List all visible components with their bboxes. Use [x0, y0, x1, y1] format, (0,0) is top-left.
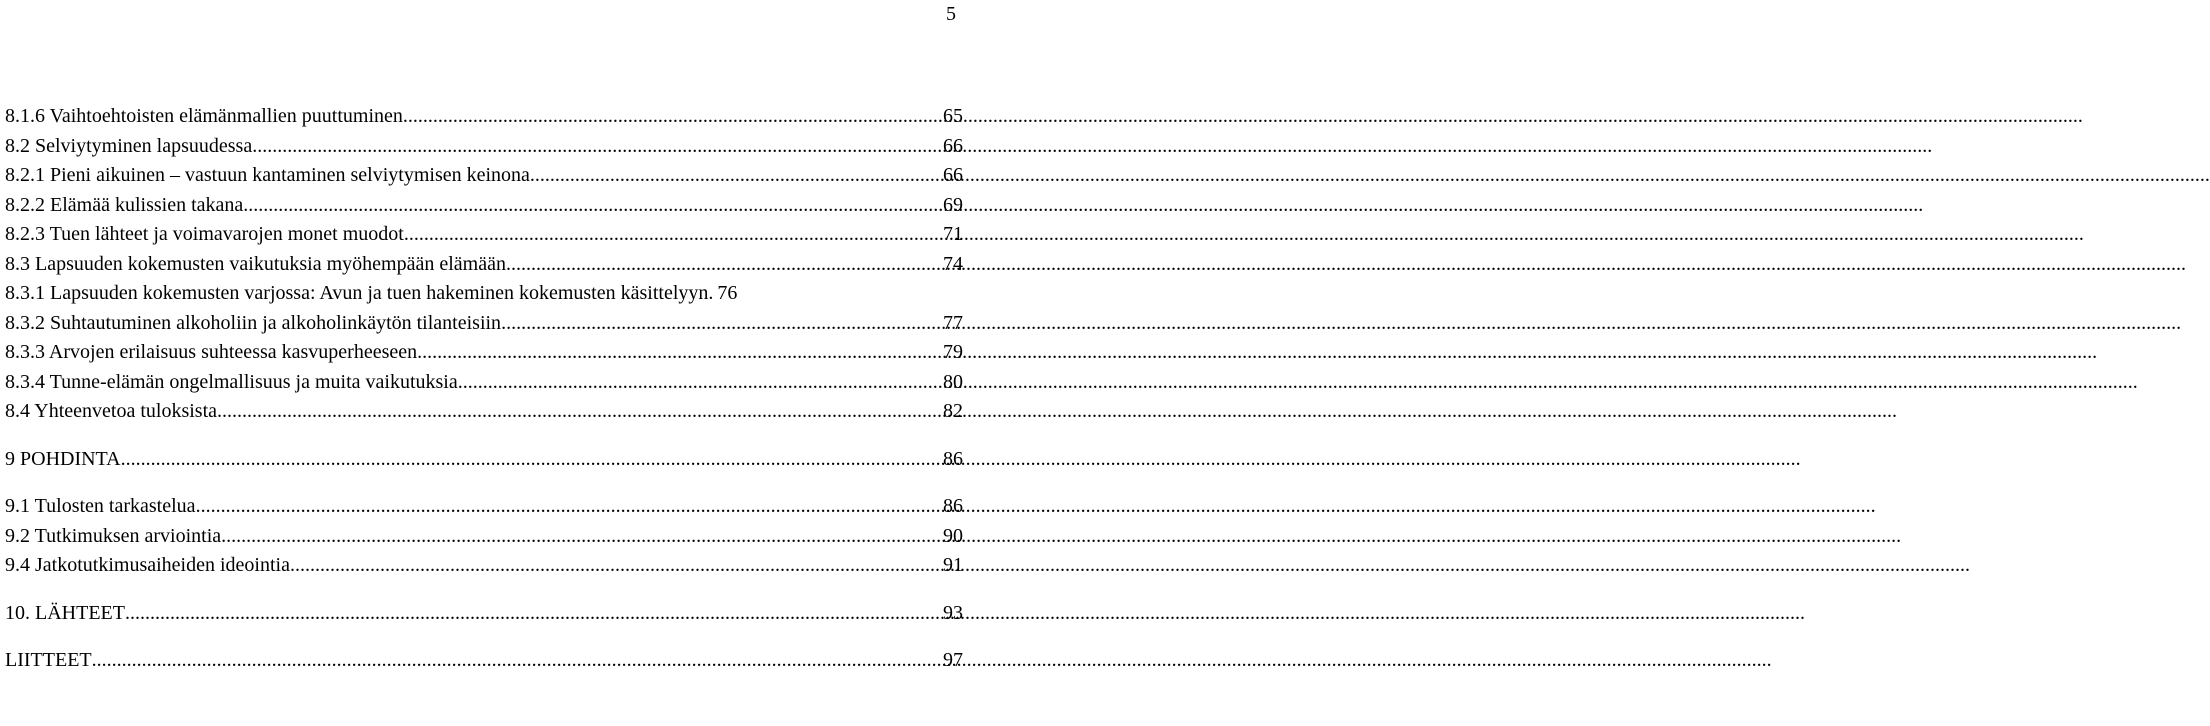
toc-entry-page: 91 [943, 554, 963, 576]
toc-entry[interactable] [5, 102, 963, 132]
toc-entry-text: Tulosten tarkastelua [34, 495, 196, 517]
toc-entry[interactable] [5, 368, 963, 398]
toc-entry-text: Elämää kulissien takana [50, 193, 244, 216]
toc-entry-page: 66 [943, 164, 963, 186]
toc-entry-text: Selviytyminen lapsuudessa [35, 134, 253, 157]
toc-entry-number: 8.3.1 [5, 282, 45, 304]
toc-entry-text: Lapsuuden kokemusten vaikutuksia myöhempään elämään [35, 252, 506, 275]
toc-entry-title [5, 132, 252, 162]
toc-entry-page: 86 [943, 495, 963, 517]
dot-leader [404, 220, 939, 250]
toc-entry-text: Yhteenvetoa tuloksista [34, 400, 217, 422]
toc-entry-text: Arvojen erilaisuus suhteessa kasvuperheeseen [48, 341, 418, 363]
toc-entry-text: Vaihtoehtoisten elämänmallien puuttuminen [49, 105, 403, 127]
toc-entry-number: 8.4 [5, 400, 30, 422]
toc-entry-text: Jatkotutkimusaiheiden ideointia [35, 554, 290, 576]
toc-entry-page: 74 [943, 252, 963, 275]
toc-entry-title [5, 522, 221, 552]
dot-leader [530, 161, 939, 191]
page-number: 5 [946, 3, 956, 25]
toc-entry-title [5, 279, 713, 309]
toc-entry-page: 97 [943, 649, 963, 671]
toc-entry[interactable] [5, 397, 963, 427]
toc-entry[interactable] [5, 646, 963, 676]
dot-leader [221, 522, 939, 552]
toc-entry[interactable] [5, 250, 963, 280]
toc-entry-number: 8.3.3 [5, 341, 45, 363]
dot-leader [121, 445, 939, 475]
toc-entry-title [5, 599, 125, 629]
toc-entry-title [5, 309, 501, 339]
toc-entry-number: 9.2 [5, 524, 30, 547]
toc-entry-text: POHDINTA [20, 447, 121, 470]
toc-entry-number: 8.2 [5, 134, 30, 157]
toc-entry[interactable] [5, 551, 963, 581]
toc-entry[interactable] [5, 132, 963, 162]
toc-entry-number: 9.4 [5, 554, 30, 576]
toc-entry-page: 76 [717, 282, 738, 304]
toc-entry[interactable] [5, 309, 963, 339]
toc-entry-title [5, 646, 92, 676]
toc-entry[interactable] [5, 522, 963, 552]
toc-entry-number: 8.1.6 [5, 105, 45, 127]
toc-entry-number: 8.3.4 [5, 370, 45, 393]
toc-entry-text: Suhtautuminen alkoholiin ja alkoholinkäytön tilanteisiin [50, 311, 502, 334]
toc-entry-page: 80 [943, 370, 963, 393]
toc-entry-title [5, 368, 458, 398]
dot-leader [506, 250, 939, 280]
toc-entry-title [5, 445, 121, 475]
toc-entry-text: Pieni aikuinen – vastuun kantaminen selviytymisen keinona [50, 164, 530, 186]
toc-entry-text: Tutkimuksen arviointia [34, 524, 222, 547]
toc-entry-page: 65 [943, 105, 963, 127]
toc-entry-title [5, 191, 243, 221]
dot-leader [196, 492, 939, 522]
toc-entry-title [5, 250, 506, 280]
toc-entry-page: 69 [943, 193, 963, 216]
toc-entry[interactable] [5, 279, 963, 309]
toc-entry-page: 93 [943, 601, 963, 624]
toc-entry-text: Lapsuuden kokemusten varjossa: Avun ja tuen hakeminen kokemusten käsittelyyn. [50, 282, 714, 304]
toc-entry[interactable] [5, 191, 963, 221]
toc-entry-title [5, 492, 196, 522]
dot-leader [243, 191, 939, 221]
toc-entry-text: Tuen lähteet ja voimavarojen monet muodot [49, 223, 404, 245]
toc-entry-text: Tunne-elämän ongelmallisuus ja muita vaikutuksia [49, 370, 458, 393]
toc-entry-page: 90 [943, 524, 963, 547]
dot-leader [417, 338, 939, 368]
toc-entry-number: 8.2.1 [5, 164, 45, 186]
toc-entry-page: 71 [943, 223, 963, 245]
toc-entry[interactable] [5, 220, 963, 250]
toc-entry-number: 8.2.2 [5, 193, 45, 216]
toc-entry[interactable] [5, 161, 963, 191]
toc-entry-page: 77 [943, 311, 963, 334]
toc-entry-text: LIITTEET [5, 649, 92, 671]
toc-entry-title [5, 161, 530, 191]
dot-leader [458, 368, 939, 398]
toc-entry[interactable] [5, 445, 963, 475]
dot-leader [217, 397, 939, 427]
toc-entry-page: 66 [943, 134, 963, 157]
toc-entry-number: 8.2.3 [5, 223, 45, 245]
toc-entry-page: 79 [943, 341, 963, 363]
toc-entry-text: LÄHTEET [35, 601, 125, 624]
dot-leader [290, 551, 939, 581]
dot-leader [92, 646, 939, 676]
toc-entry[interactable] [5, 338, 963, 368]
table-of-contents [5, 102, 963, 676]
toc-entry-page: 86 [943, 447, 963, 470]
toc-entry-page: 82 [943, 400, 963, 422]
toc-entry-title [5, 220, 404, 250]
toc-entry-number: 9.1 [5, 495, 30, 517]
toc-entry-title [5, 338, 417, 368]
toc-entry-number: 8.3 [5, 252, 30, 275]
toc-entry-number: 8.3.2 [5, 311, 45, 334]
dot-leader [125, 599, 939, 629]
toc-entry-title [5, 397, 217, 427]
toc-entry[interactable] [5, 492, 963, 522]
toc-entry[interactable] [5, 599, 963, 629]
toc-entry-number: 10. [5, 601, 30, 624]
toc-entry-title [5, 551, 290, 581]
dot-leader [403, 102, 939, 132]
dot-leader [501, 309, 939, 339]
dot-leader [252, 132, 939, 162]
toc-entry-title [5, 102, 403, 132]
toc-entry-number: 9 [5, 447, 15, 470]
